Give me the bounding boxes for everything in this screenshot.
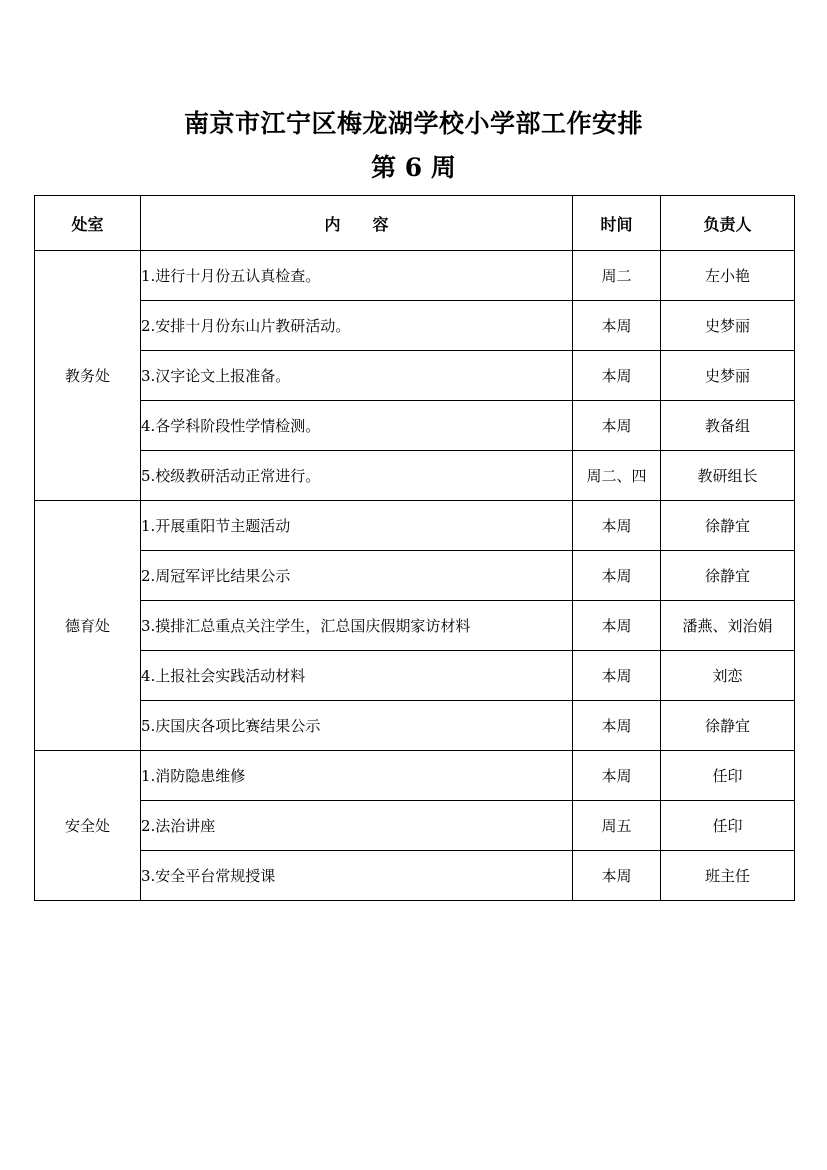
- dept-cell: 德育处: [35, 501, 141, 751]
- time-cell: 周五: [573, 801, 661, 851]
- owner-cell: 任印: [661, 801, 795, 851]
- table-row: [35, 351, 795, 401]
- header-owner: 负责人: [661, 196, 795, 251]
- content-cell: 2.周冠军评比结果公示: [141, 551, 573, 601]
- time-cell: 本周: [573, 351, 661, 401]
- owner-cell: 班主任: [661, 851, 795, 901]
- table-row: [35, 451, 795, 501]
- header-content: 内 容: [141, 196, 573, 251]
- content-cell: 1.进行十月份五认真检查。: [141, 251, 573, 301]
- content-cell: 2.法治讲座: [141, 801, 573, 851]
- header-row: [35, 196, 795, 251]
- owner-cell: 刘恋: [661, 651, 795, 701]
- time-cell: 本周: [573, 551, 661, 601]
- owner-cell: 左小艳: [661, 251, 795, 301]
- time-cell: 本周: [573, 701, 661, 751]
- content-cell: 5.校级教研活动正常进行。: [141, 451, 573, 501]
- table-row: [35, 851, 795, 901]
- content-cell: 1.消防隐患维修: [141, 751, 573, 801]
- owner-cell: 任印: [661, 751, 795, 801]
- content-cell: 1.开展重阳节主题活动: [141, 501, 573, 551]
- table-row: [35, 401, 795, 451]
- header-dept: 处室: [35, 196, 141, 251]
- time-cell: 本周: [573, 751, 661, 801]
- table-row: [35, 751, 795, 801]
- table-row: [35, 801, 795, 851]
- table-row: [35, 651, 795, 701]
- content-cell: 3.安全平台常规授课: [141, 851, 573, 901]
- time-cell: 本周: [573, 501, 661, 551]
- time-cell: 本周: [573, 651, 661, 701]
- document-title: 南京市江宁区梅龙湖学校小学部工作安排: [183, 109, 643, 138]
- table-row: [35, 301, 795, 351]
- dept-cell: 教务处: [35, 251, 141, 501]
- time-cell: 周二: [573, 251, 661, 301]
- content-cell: 3.汉字论文上报准备。: [141, 351, 573, 401]
- owner-cell: 徐静宜: [661, 551, 795, 601]
- content-cell: 4.上报社会实践活动材料: [141, 651, 573, 701]
- table-row: [35, 501, 795, 551]
- table-row: [35, 701, 795, 751]
- time-cell: 本周: [573, 401, 661, 451]
- owner-cell: 教备组: [661, 401, 795, 451]
- schedule-table: [34, 195, 795, 901]
- week-label: 第 6 周: [371, 153, 456, 182]
- owner-cell: 徐静宜: [661, 701, 795, 751]
- owner-cell: 徐静宜: [661, 501, 795, 551]
- table-row: [35, 551, 795, 601]
- content-cell: 3.摸排汇总重点关注学生，汇总国庆假期家访材料: [141, 601, 573, 651]
- table-row: [35, 601, 795, 651]
- table-row: [35, 251, 795, 301]
- owner-cell: 史梦丽: [661, 351, 795, 401]
- owner-cell: 潘燕、刘治娟: [661, 601, 795, 651]
- content-cell: 4.各学科阶段性学情检测。: [141, 401, 573, 451]
- owner-cell: 教研组长: [661, 451, 795, 501]
- owner-cell: 史梦丽: [661, 301, 795, 351]
- time-cell: 本周: [573, 301, 661, 351]
- time-cell: 周二、四: [573, 451, 661, 501]
- header-time: 时间: [573, 196, 661, 251]
- content-cell: 5.庆国庆各项比赛结果公示: [141, 701, 573, 751]
- content-cell: 2.安排十月份东山片教研活动。: [141, 301, 573, 351]
- time-cell: 本周: [573, 851, 661, 901]
- dept-cell: 安全处: [35, 751, 141, 901]
- time-cell: 本周: [573, 601, 661, 651]
